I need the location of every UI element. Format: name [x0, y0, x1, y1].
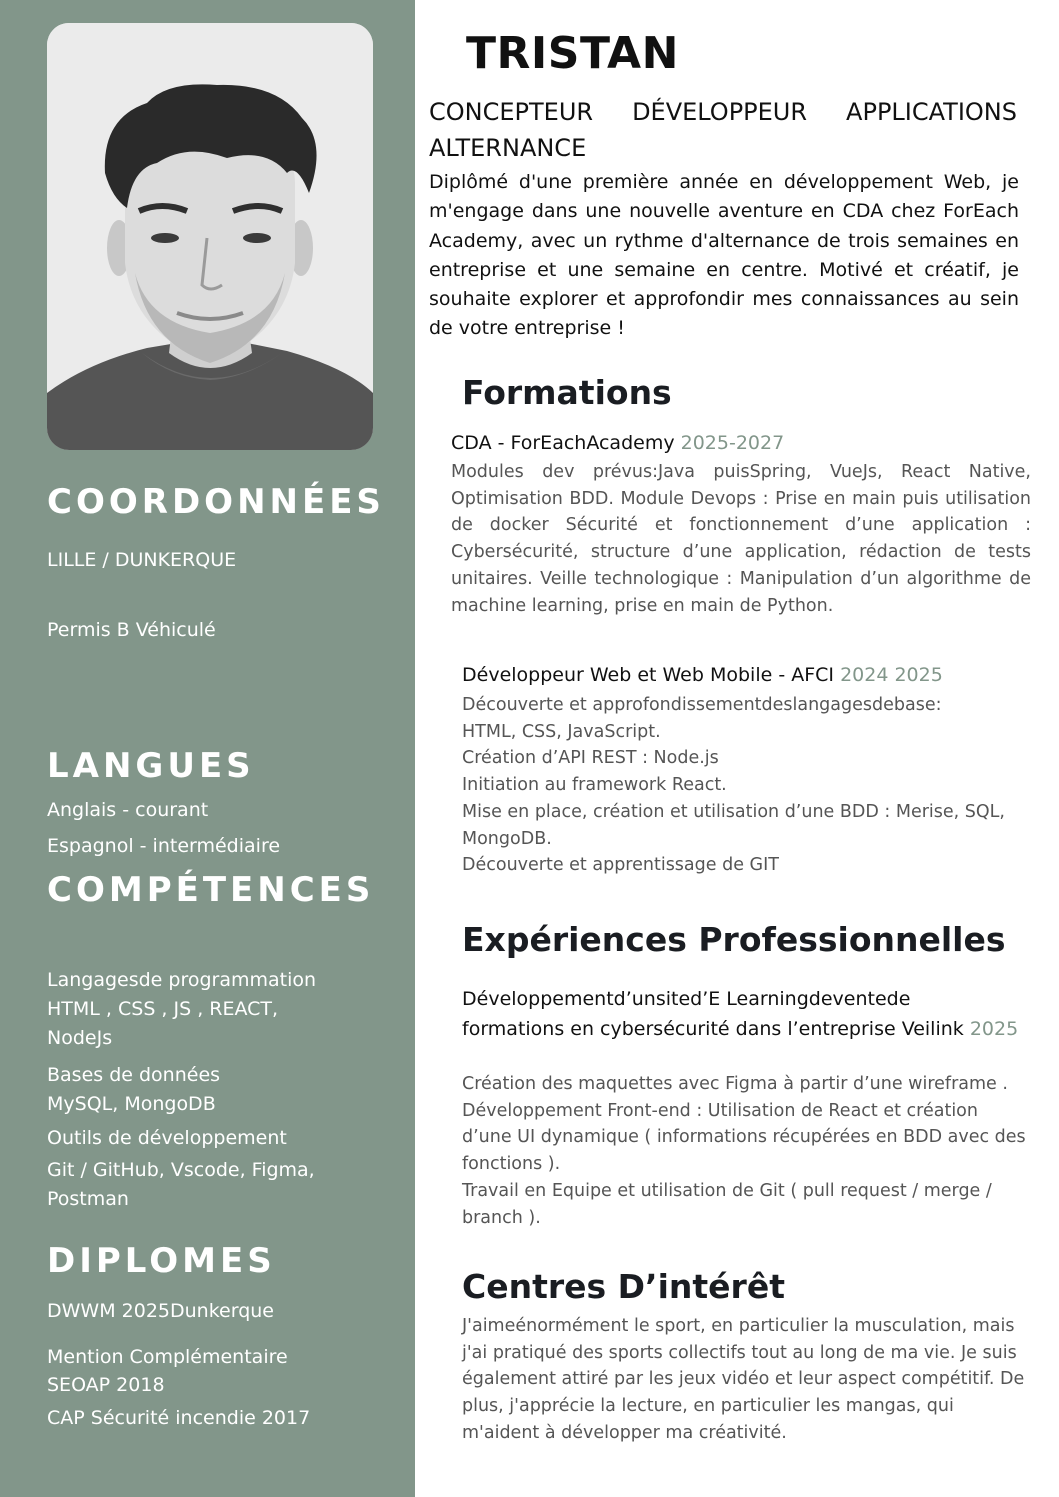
description-line: MongoDB.	[462, 828, 552, 849]
experience-title-line: Développementd’unsited’E Learningdeventede	[462, 988, 911, 1010]
skill-line: Outils de développement	[47, 1127, 287, 1149]
job-title-line2: ALTERNANCE	[429, 134, 587, 162]
skill-line: Postman	[47, 1188, 129, 1210]
formation-title	[451, 428, 784, 458]
job-title-line1	[429, 94, 1017, 130]
experience-description	[462, 1071, 1042, 1231]
interests-description	[462, 1313, 1052, 1447]
skills-heading: COMPÉTENCES	[47, 870, 375, 910]
skill-line: Bases de données	[47, 1064, 221, 1086]
description-line: HTML, CSS, JavaScript.	[462, 721, 661, 742]
description-line: plus, j'apprécie la lecture, en particulier les mangas, qui	[462, 1396, 954, 1417]
contact-license: Permis B Véhiculé	[47, 619, 216, 641]
experience-year: 2025	[969, 1018, 1019, 1040]
skill-line: Git / GitHub, Vscode, Figma,	[47, 1159, 315, 1181]
profile-photo	[47, 23, 373, 450]
formation-description	[462, 692, 1032, 879]
skill-group-languages	[47, 966, 316, 1053]
candidate-name: TRISTAN	[466, 28, 679, 79]
intro-paragraph: Diplômé d'une première année en développement Web, je m'engage dans une nouvelle aventure en CDA chez ForEach Academy, avec un rythme d'alternance de trois semaines en entreprise et une semaine en centre. Motivé et créatif, je souhaite explorer et approfondir mes connaissances au sein de votre entreprise !	[429, 171, 1019, 340]
formation-title	[462, 660, 943, 690]
contact-location: LILLE / DUNKERQUE	[47, 549, 237, 571]
description-line: fonctions ).	[462, 1154, 561, 1175]
formation-name: CDA - ForEachAcademy	[451, 432, 675, 454]
formation-year: 2025-2027	[680, 432, 785, 454]
description-line: d’une UI dynamique ( informations récupérées en BDD avec des	[462, 1127, 1026, 1148]
job-title	[429, 94, 1017, 166]
description-line: Création des maquettes avec Figma à partir d’une wireframe .	[462, 1074, 1008, 1094]
description-line: j'ai pratiqué des sports collectifs tout au long de ma vie. Je suis	[462, 1342, 1017, 1363]
skill-group-tools	[47, 1124, 315, 1214]
description-line: branch ).	[462, 1207, 541, 1228]
experience-title-line	[462, 1014, 1052, 1044]
skill-line: NodeJs	[47, 1027, 113, 1049]
experience-title	[462, 984, 1052, 1044]
description-line: Travail en Equipe et utilisation de Git ( pull request / merge /	[462, 1180, 992, 1201]
diploma-item: DWWM 2025Dunkerque	[47, 1300, 274, 1322]
experience-heading: Expériences Professionnelles	[462, 920, 1006, 959]
description-line: également attiré par les jeux vidéo et leur aspect compétitif. De	[462, 1369, 1025, 1390]
job-title-word: DÉVELOPPEUR	[632, 98, 808, 126]
description-line: m'aident à développer ma créativité.	[462, 1422, 787, 1443]
skill-line: HTML , CSS , JS , REACT,	[47, 998, 279, 1020]
language-item: Anglais - courant	[47, 799, 209, 821]
diploma-item	[47, 1343, 288, 1399]
description-line: J'aimeénormément le sport, en particulier la musculation, mais	[462, 1316, 1015, 1336]
sidebar	[0, 0, 415, 1497]
diploma-item: CAP Sécurité incendie 2017	[47, 1407, 311, 1429]
main-content	[415, 0, 1059, 1497]
description-line: Découverte et apprentissage de GIT	[462, 855, 779, 876]
diploma-line: Mention Complémentaire	[47, 1346, 288, 1368]
language-item: Espagnol - intermédiaire	[47, 835, 281, 857]
portrait-icon	[47, 23, 373, 450]
formation-name: Développeur Web et Web Mobile - AFCI	[462, 664, 835, 686]
languages-heading: LANGUES	[47, 746, 255, 786]
job-title-word: CONCEPTEUR	[429, 98, 594, 126]
description-line: Découverte et approfondissementdeslangagesdebase:	[462, 695, 942, 715]
skill-group-databases	[47, 1061, 220, 1119]
interests-heading: Centres D’intérêt	[462, 1267, 785, 1306]
formation-year: 2024 2025	[840, 664, 943, 686]
skill-line: MySQL, MongoDB	[47, 1093, 216, 1115]
diplomas-heading: DIPLOMES	[47, 1241, 276, 1281]
job-title-word: APPLICATIONS	[846, 98, 1017, 126]
description-line: Initiation au framework React.	[462, 775, 727, 796]
formation-description: Modules dev prévus:Java puisSpring, VueJs, React Native, Optimisation BDD. Module Devops : Prise en main puis utilisation de docker Sécurité et fonctionnement d’une application : Cybersécurité, structure d’une application, rédaction de tests unitaires. Veille technologique : Manipulation d’un algorithme de machine learning, prise en main de Python.	[451, 462, 1031, 616]
description-line: Développement Front-end : Utilisation de React et création	[462, 1100, 978, 1121]
diploma-line: SEOAP 2018	[47, 1374, 165, 1396]
skill-line: Langagesde programmation	[47, 969, 317, 991]
description-line: Création d’API REST : Node.js	[462, 748, 719, 769]
formations-heading: Formations	[462, 373, 672, 412]
contact-heading: COORDONNÉES	[47, 482, 385, 522]
description-line: Mise en place, création et utilisation d’une BDD : Merise, SQL,	[462, 801, 1005, 822]
experience-company: formations en cybersécurité dans l’entreprise Veilink	[462, 1018, 964, 1040]
